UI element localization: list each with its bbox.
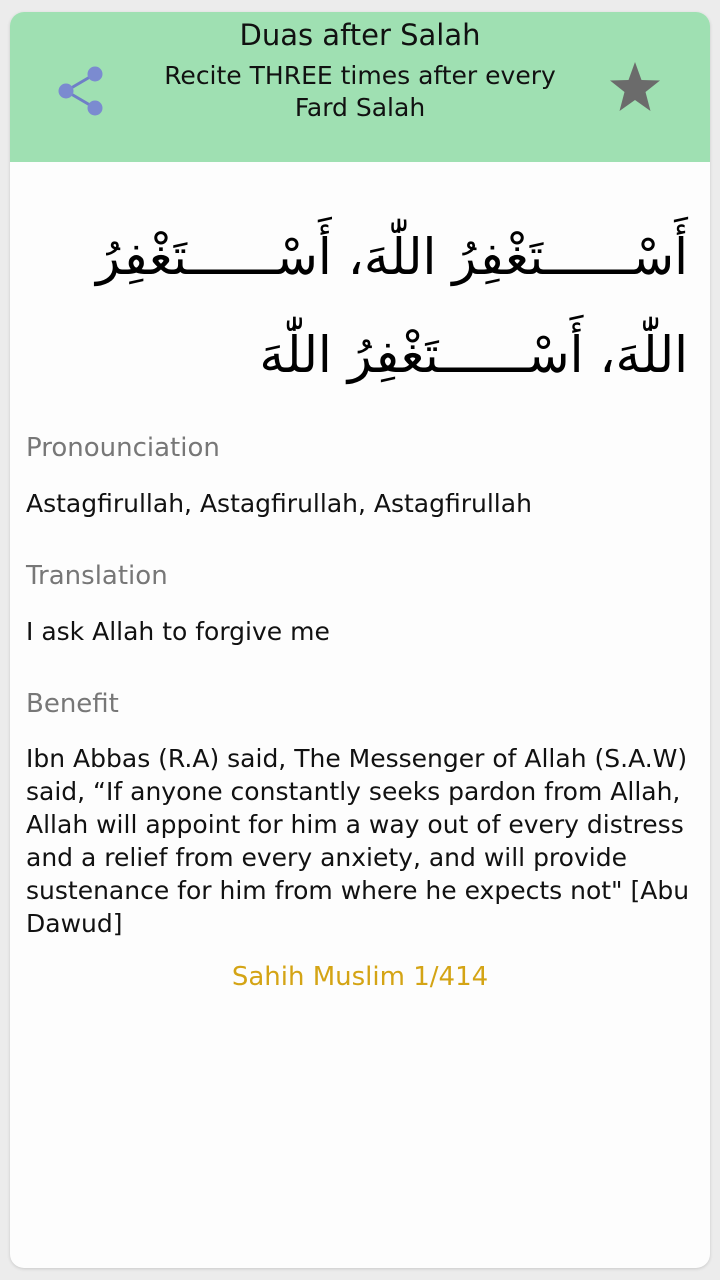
card-header <box>10 12 710 162</box>
benefit-label: Benefit <box>26 689 119 719</box>
star-icon <box>607 60 663 116</box>
dua-card <box>10 12 710 1268</box>
benefit-text: Ibn Abbas (R.A) said, The Messenger of Allah (S.A.W) said, “If anyone constantly seeks pardon from Allah, Allah will appoint for him a way out of every distress and a relief from every anxiety, and will provide sustenance for him from where he expects not" [Abu Dawud] <box>26 744 690 938</box>
pronunciation-label: Pronounciation <box>26 433 220 463</box>
share-button[interactable] <box>56 64 110 118</box>
favorite-button[interactable] <box>607 60 663 116</box>
hadith-reference: Sahih Muslim 1/414 <box>231 962 489 992</box>
page-title: Duas after Salah <box>239 18 481 52</box>
page-subtitle: Recite THREE times after every Fard Salah <box>164 61 556 122</box>
share-icon <box>56 64 110 118</box>
translation-text: I ask Allah to forgive me <box>26 617 330 646</box>
translation-label: Translation <box>26 561 168 591</box>
arabic-dua-text: أَسْــــــتَغْفِرُ اللّٰهَ، أَسْــــــتَغْفِرُ اللّٰهَ، أَسْــــــتَغْفِرُ اللّٰهَ <box>96 228 688 384</box>
pronunciation-text: Astagfirullah, Astagfirullah, Astagfirullah <box>26 489 532 518</box>
